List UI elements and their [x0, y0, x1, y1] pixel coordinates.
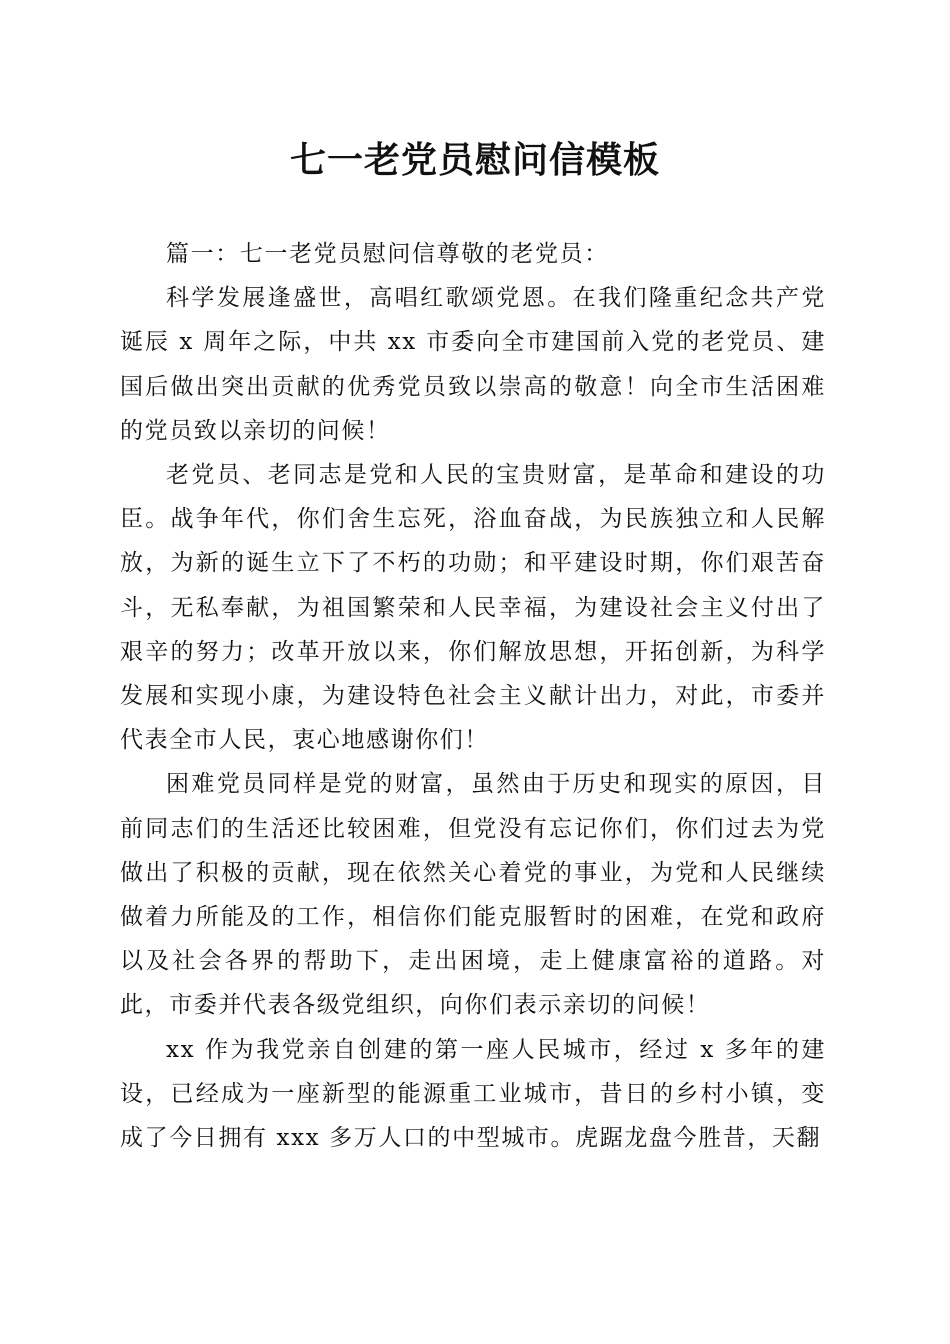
- body-paragraph-1: 科学发展逢盛世，高唱红歌颂党恩。在我们隆重纪念共产党诞辰 x 周年之际，中共 xx 市委向全市建国前入党的老党员、建国后做出突出贡献的优秀党员致以崇高的敬意！向全市生活困难的党员致以亲切的问候！: [120, 285, 826, 444]
- body-paragraph-2: 老党员、老同志是党和人民的宝贵财富，是革命和建设的功臣。战争年代，你们舍生忘死，浴血奋战，为民族独立和人民解放，为新的诞生立下了不朽的功勋；和平建设时期，你们艰苦奋斗，无私奉献，为祖国繁荣和人民幸福，为建设社会主义付出了艰辛的努力；改革开放以来，你们解放思想，开拓创新，为科学发展和实现小康，为建设特色社会主义献计出力，对此，市委并代表全市人民，衷心地感谢你们！: [120, 462, 826, 754]
- document-title: 七一老党员慰问信模板: [289, 139, 660, 181]
- section-heading-paragraph: 篇一：七一老党员慰问信尊敬的老党员：: [166, 241, 609, 267]
- body-paragraph-4: xx 作为我党亲自创建的第一座人民城市，经过 x 多年的建设，已经成为一座新型的能源重工业城市，昔日的乡村小镇，变成了今日拥有 xxx 多万人口的中型城市。虎踞龙盘今胜昔，天翻: [120, 1036, 826, 1152]
- document-body: [120, 232, 826, 1160]
- body-paragraph-3: 困难党员同样是党的财富，虽然由于历史和现实的原因，目前同志们的生活还比较困难，但党没有忘记你们，你们过去为党做出了积极的贡献，现在依然关心着党的事业，为党和人民继续做着力所能及的工作，相信你们能克服暂时的困难，在党和政府以及社会各界的帮助下，走出困境，走上健康富裕的道路。对此，市委并代表各级党组织，向你们表示亲切的问候！: [120, 771, 826, 1019]
